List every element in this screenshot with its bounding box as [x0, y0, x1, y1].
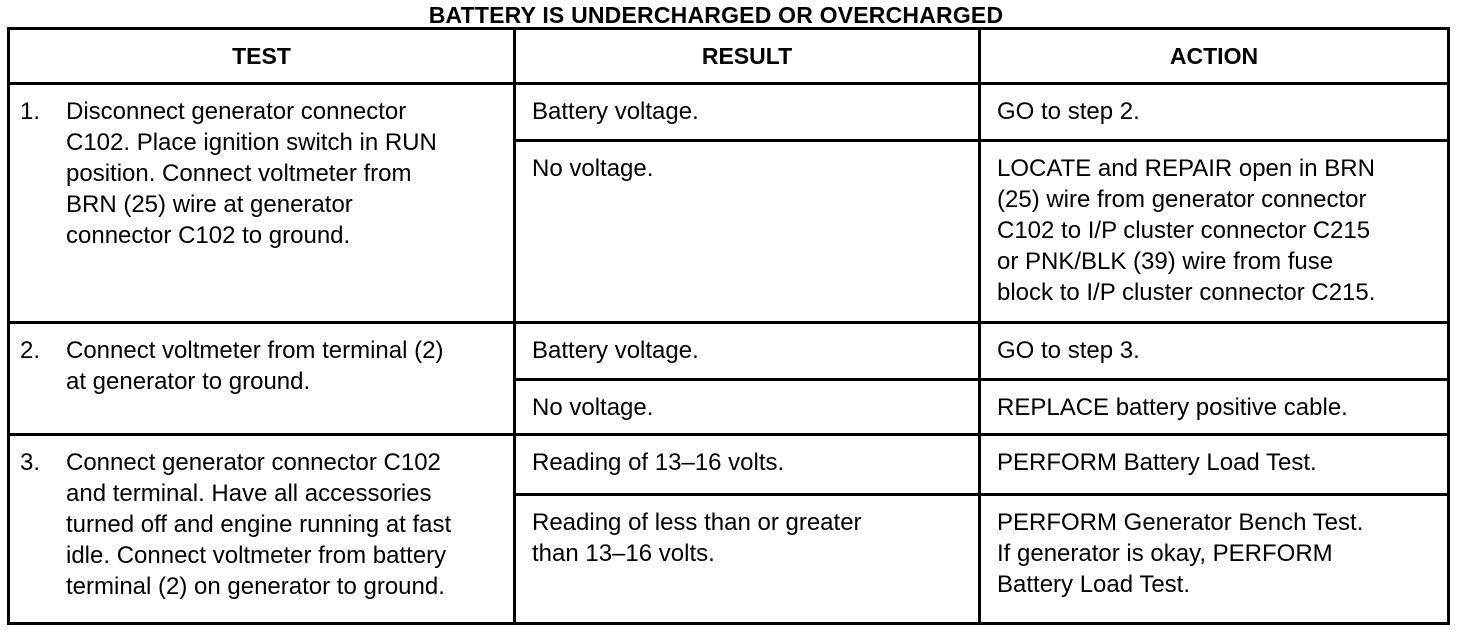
action-cell [980, 379, 1449, 435]
step-number: 3. [20, 449, 41, 477]
test-description: Disconnect generator connector C102. Place ignition switch in RUN position. Connect voltmeter from BRN (25) wire at generator connector C102 to ground. [66, 98, 437, 249]
table-row [9, 323, 1449, 380]
result-text: Battery voltage. [532, 337, 699, 365]
diagnostic-table [7, 27, 1450, 625]
test-description: Connect voltmeter from terminal (2) at generator to ground. [66, 337, 444, 396]
table-row [9, 435, 1449, 495]
step-number: 1. [20, 98, 41, 125]
action-cell [980, 140, 1449, 322]
action-cell [980, 495, 1449, 624]
table-title: BATTERY IS UNDERCHARGED OR OVERCHARGED [428, 2, 1004, 28]
table-row [9, 84, 1449, 141]
action-text: PERFORM Battery Load Test. [997, 449, 1317, 477]
result-cell [515, 140, 980, 322]
action-cell [980, 323, 1449, 380]
header-row [9, 29, 1449, 84]
result-cell [515, 323, 980, 380]
action-text: LOCATE and REPAIR open in BRN (25) wire from generator connector C102 to I/P cluster connector C215 or PNK/BLK (39) wire from fuse block to I/P cluster connector C215. [997, 154, 1376, 306]
test-cell-step-3 [9, 435, 515, 624]
action-cell [980, 84, 1449, 141]
header-result: RESULT [515, 29, 980, 84]
result-text: No voltage. [532, 393, 654, 421]
action-text: GO to step 2. [997, 98, 1140, 125]
result-text: Battery voltage. [532, 98, 699, 125]
result-text: Reading of 13–16 volts. [532, 449, 785, 477]
step-number: 2. [20, 337, 41, 365]
test-description: Connect generator connector C102 and terminal. Have all accessories turned off and engine running at fast idle. Connect voltmeter from battery terminal (2) on generator to ground. [66, 449, 452, 601]
result-cell [515, 84, 980, 141]
header-test: TEST [9, 29, 515, 84]
test-cell-step-2 [9, 323, 515, 435]
action-cell [980, 435, 1449, 495]
test-cell-step-1 [9, 84, 515, 323]
result-text: No voltage. [532, 154, 654, 182]
header-action: ACTION [980, 29, 1449, 84]
action-text: REPLACE battery positive cable. [997, 393, 1348, 421]
action-text: GO to step 3. [997, 337, 1140, 365]
result-cell [515, 379, 980, 435]
result-cell [515, 495, 980, 624]
result-cell [515, 435, 980, 495]
action-text: PERFORM Generator Bench Test. If generator is okay, PERFORM Battery Load Test. [997, 509, 1364, 599]
result-text: Reading of less than or greater than 13–16 volts. [532, 509, 862, 568]
